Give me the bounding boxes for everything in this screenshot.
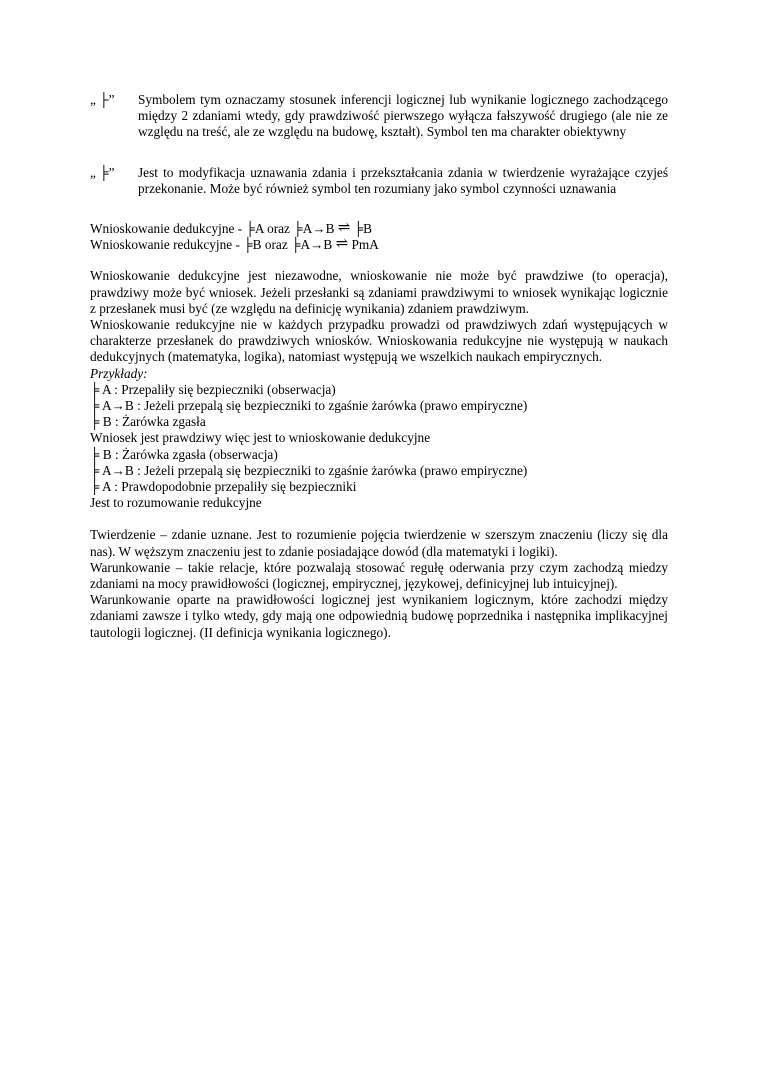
example-line: ╞ A : Prawdopodobnie przepaliły się bezpieczniki <box>90 479 357 495</box>
example-line: ╞ A : Przepaliły się bezpieczniki (obserwacja) <box>90 381 336 397</box>
example-line: ╞ A→B : Jeżeli przepalą się bezpieczniki to zgaśnie żarówka (prawo empiryczne) <box>90 462 528 478</box>
reductive-scheme: Wnioskowanie redukcyjne - ╞B oraz ╞A→B ⇌ PmA <box>90 236 379 253</box>
example-conclusion: Jest to rozumowanie redukcyjne <box>90 495 262 511</box>
deductive-scheme: Wnioskowanie dedukcyjne - ╞A oraz ╞A→B ⇌ ╞B <box>90 220 372 237</box>
turnstile-symbol: „ ├” <box>90 92 115 107</box>
example-line: ╞ B : Żarówka zgasła <box>90 414 206 430</box>
paragraph-theorem: Twierdzenie – zdanie uznane. Jest to rozumienie pojęcia twierdzenie w szerszym znaczeniu (liczy się dla nas). W węższym znaczeniu jest to zdanie posiadające dowód (dla matematyki i logiki). <box>90 527 668 559</box>
example-line: ╞ A→B : Jeżeli przepalą się bezpieczniki to zgaśnie żarówka (prawo empiryczne) <box>90 398 528 414</box>
equilibrium-arrow-icon: ⇌ <box>337 220 351 237</box>
example-conclusion: Wniosek jest prawdziwy więc jest to wnioskowanie dedukcyjne <box>90 430 431 446</box>
paragraph-deductive: Wnioskowanie dedukcyjne jest niezawodne, wnioskowanie nie może być prawdziwe (to operacja), prawdziwy może być wniosek. Jeżeli przesłanki są zdaniami prawdziwymi to wniosek wynikając logicznie z przesłanek musi być (ze względu na definicję wynikania) zdaniem prawdziwym. <box>90 268 668 316</box>
paragraph-conditioning: Warunkowanie – takie relacje, które pozwalają stosować regułę oderwania przy czym zachodzą miedzy zdaniami na mocy prawidłowości (logicznej, empirycznej, językowej, definicyjnej lub intuicyjnej). <box>90 559 668 592</box>
paragraph-reductive: Wnioskowanie redukcyjne nie w każdych przypadku prowadzi od prawdziwych zdań występujących w charakterze przesłanek do prawdziwych wniosków. Wnioskowania redukcyjne nie występują w naukach dedukcyjnych (matematyka, logika), natomiast występują we wszelkich naukach empirycznych. <box>90 317 668 365</box>
definition-double-turnstile <box>90 165 668 197</box>
document-page <box>90 92 668 641</box>
equilibrium-arrow-icon: ⇌ <box>335 236 349 253</box>
double-turnstile-symbol: „ ╞” <box>90 164 115 180</box>
examples-heading: Przykłady: <box>90 365 148 381</box>
paragraph-logical-conditioning: Warunkowanie oparte na prawidłowości logicznej jest wynikaniem logicznym, które zachodzi między zdaniami zawsze i tylko wtedy, gdy mają one odpowiednią budowę poprzednika i następnika implikacyjnej tautologii logicznej. (II definicja wynikania logicznego). <box>90 592 668 640</box>
definition-turnstile <box>90 92 668 141</box>
definition-text: Symbolem tym oznaczamy stosunek inferencji logicznej lub wynikanie logicznego zachodzącego między 2 zdaniami wtedy, gdy prawdziwość pierwszego wyłącza fałszywość drugiego (ale nie ze względu na treść, ale ze względu na budowę, kształt). Symbol ten ma charakter obiektywny <box>138 92 668 140</box>
example-line: ╞ B : Żarówka zgasła (obserwacja) <box>90 446 278 462</box>
definition-text: Jest to modyfikacja uznawania zdania i przekształcania zdania w twierdzenie wyrażające czyjeś przekonanie. Może być również symbol ten rozumiany jako symbol czynności uznawania <box>138 164 668 196</box>
